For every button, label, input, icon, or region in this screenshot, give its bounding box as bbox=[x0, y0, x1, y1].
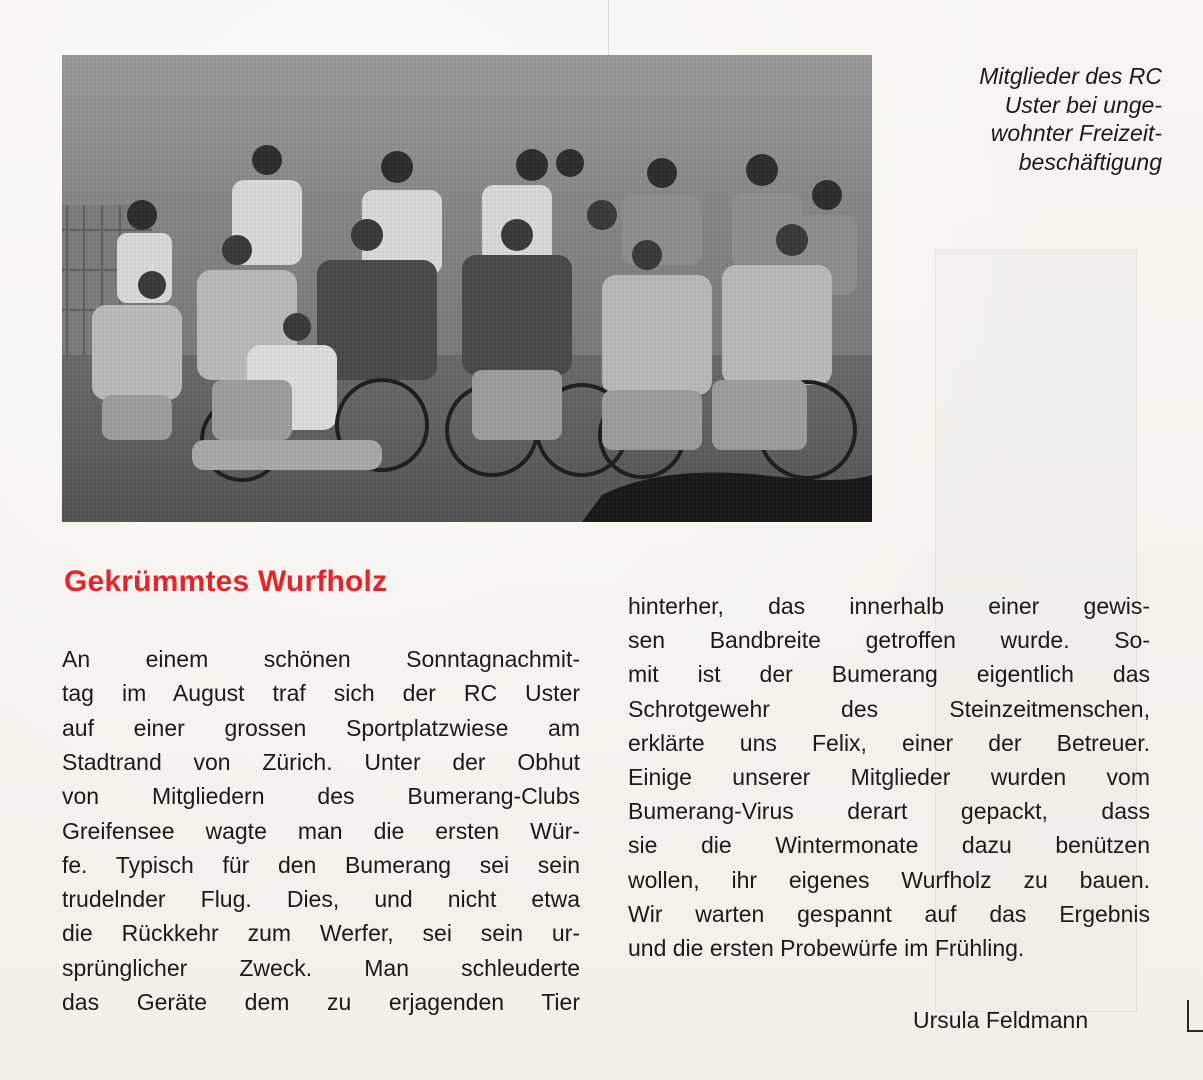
text-line: trudelnder Flug. Dies, und nicht etwa bbox=[62, 886, 580, 913]
text-line: Stadtrand von Zürich. Unter der Obhut bbox=[62, 748, 580, 775]
text-line: tag im August traf sich der RC Uster bbox=[62, 680, 580, 707]
text-line: die Rückkehr zum Werfer, sei sein ur- bbox=[62, 920, 580, 947]
group-photo bbox=[62, 55, 872, 522]
text-line: Bumerang-Virus derart gepackt, dass bbox=[628, 798, 1150, 825]
text-line: sen Bandbreite getroffen wurde. So- bbox=[628, 627, 1150, 654]
article-author: Ursula Feldmann bbox=[913, 1007, 1089, 1033]
text-line: Wir warten gespannt auf das Ergebnis bbox=[628, 900, 1150, 927]
text-line: das Geräte dem zu erjagenden Tier bbox=[62, 989, 580, 1015]
text-line: und die ersten Probewürfe im Frühling. bbox=[628, 935, 1025, 961]
group-photo-image bbox=[62, 55, 872, 522]
caption-line: Mitglieder des RC bbox=[979, 63, 1162, 89]
text-line: An einem schönen Sonntagnachmit- bbox=[62, 646, 580, 672]
text-line: fe. Typisch für den Bumerang sei sein bbox=[62, 851, 580, 878]
text-line: sprünglicher Zweck. Man schleuderte bbox=[62, 954, 580, 981]
photo-caption bbox=[900, 62, 1162, 176]
text-line: sie die Wintermonate dazu benützen bbox=[628, 832, 1150, 859]
text-line: erklärte uns Felix, einer der Betreuer. bbox=[628, 729, 1150, 756]
caption-line: wohnter Freizeit- bbox=[990, 120, 1162, 146]
text-line: von Mitgliedern des Bumerang-Clubs bbox=[62, 783, 580, 810]
text-line: wollen, ihr eigenes Wurfholz zu bauen. bbox=[628, 866, 1150, 893]
text-line: Schrotgewehr des Steinzeitmenschen, bbox=[628, 695, 1150, 722]
caption-line: beschäftigung bbox=[1018, 148, 1162, 175]
crop-mark bbox=[1187, 1000, 1189, 1032]
caption-line: Uster bei unge- bbox=[1004, 91, 1162, 118]
text-line: Greifensee wagte man die ersten Wür- bbox=[62, 817, 580, 844]
text-line: auf einer grossen Sportplatzwiese am bbox=[62, 714, 580, 741]
text-line: mit ist der Bumerang eigentlich das bbox=[628, 661, 1150, 688]
article-headline: Gekrümmtes Wurfholz bbox=[64, 565, 388, 598]
text-line: Einige unserer Mitglieder wurden vom bbox=[628, 764, 1150, 790]
text-line: hinterher, das innerhalb einer gewis- bbox=[628, 593, 1150, 619]
column-divider bbox=[608, 0, 609, 55]
